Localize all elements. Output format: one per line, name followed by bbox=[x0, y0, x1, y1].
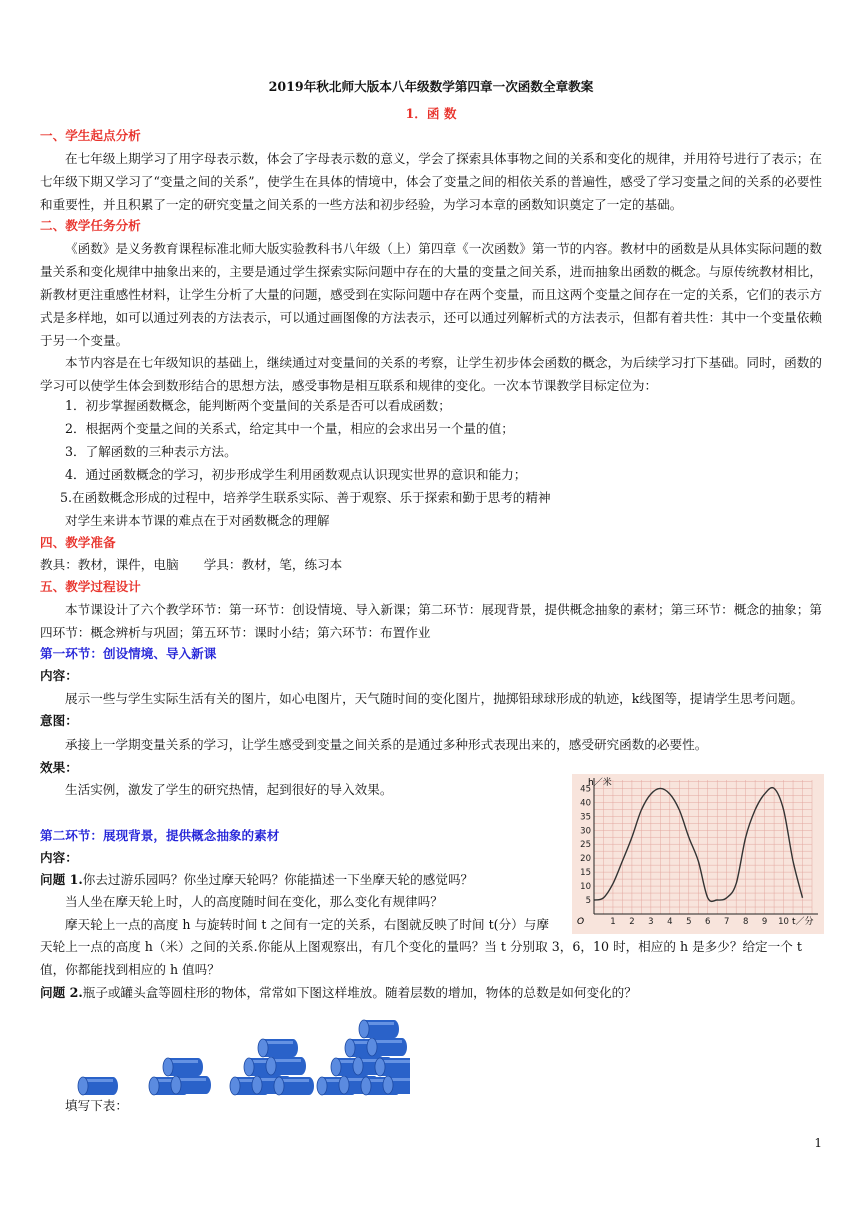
difficulty-text: 对学生来讲本节课的难点在于对函数概念的理解 bbox=[65, 513, 330, 528]
section1-text: 在七年级上期学习了用字母表示数，体会了字母表示数的意义，学会了探索具体事物之间的关系和变化的规律，并用符号进行了表示；在七年级下期又学习了“变量之间的关系”，使学生在具体的情境中，体会了变量之间的相依关系的普遍性，感受了学习变量之间的关系的必要性和重要性，并且积累了一定的研究变量之间关系的一些方法和初步经验，为学习本章的函数知识奠定了一定的基础。 bbox=[40, 151, 822, 212]
question-1-label: 问题 1. bbox=[40, 872, 83, 887]
y-tick-label: 25 bbox=[580, 840, 591, 851]
x-tick-label: 6 bbox=[705, 917, 711, 927]
step1-effect-label: 效果： bbox=[40, 760, 78, 775]
stacked-cylinders-illustration bbox=[70, 1000, 410, 1100]
cylinder bbox=[383, 1076, 410, 1094]
goal-item-1: 1．初步掌握函数概念，能判断两个变量间的关系是否可以看成函数； bbox=[65, 398, 451, 413]
y-tick-label: 5 bbox=[585, 896, 591, 907]
x-tick-label: 7 bbox=[723, 917, 730, 927]
document-page bbox=[40, 0, 822, 1216]
section2-para1: 《函数》是义务教育课程标准北师大版实验教科书八年级（上）第四章《一次函数》第一节的内容。教材中的函数是从具体实际问题的数量关系和变化规律中抽象出来的，主要是通过学生探索实际问题中存在的大量的变量之间关系，进而抽象出函数的概念。与原传统教材相比，新教材更注重感性材料，让学生分析了大量的问题，感受到在实际问题中存在两个变量，而且这两个变量之间存在一定的关系，它们的表示方式是多样地，如可以通过列表的方法表示，可以通过画图像的方法表示，还可以通过列解析式的方法表示，但都有着共性：其中一个变量依赖于另一个变量。 bbox=[40, 241, 822, 348]
question-2-text: 瓶子或罐头盒等圆柱形的物体，常常如下图这样堆放。随着层数的增加，物体的总数是如何变化的？ bbox=[82, 985, 637, 1000]
cylinder bbox=[266, 1057, 306, 1075]
x-tick-label: 1 bbox=[610, 917, 616, 927]
step2-heading: 第二环节：展现背景，提供概念抽象的素材 bbox=[40, 828, 280, 843]
section4-text: 教具：教材，课件，电脑 学具：教材，笔，练习本 bbox=[40, 557, 343, 572]
section1-heading: 一、学生起点分析 bbox=[40, 128, 141, 143]
page-number: 1 bbox=[814, 1136, 822, 1150]
question-1-line5: 值，你都能找到相应的 h 值吗？ bbox=[40, 962, 220, 977]
step1-content-label: 内容： bbox=[40, 668, 78, 683]
step2-content-label: 内容： bbox=[40, 850, 78, 865]
goal-item-4: 4．通过函数概念的学习，初步形成学生利用函数观点认识现实世界的意识和能力； bbox=[65, 467, 527, 482]
y-axis-label: h／米 bbox=[588, 778, 612, 788]
question-1 bbox=[40, 869, 473, 890]
goal-item-3: 3．了解函数的三种表示方法。 bbox=[65, 444, 237, 459]
y-tick-label: 20 bbox=[580, 854, 591, 865]
y-tick-label: 45 bbox=[580, 784, 591, 795]
cylinder bbox=[171, 1076, 211, 1094]
x-tick-label: 10 bbox=[778, 917, 789, 927]
x-tick-label: 4 bbox=[667, 917, 673, 927]
goal-item-5: 5.在函数概念形成的过程中，培养学生联系实际、善于观察、乐于探索和勤于思考的精神 bbox=[60, 490, 551, 505]
step1-intent-label: 意图： bbox=[40, 713, 78, 728]
section5-text: 本节课设计了六个教学环节：第一环节：创设情境、导入新课；第二环节：展现背景，提供概念抽象的素材；第三环节：概念的抽象；第四环节：概念辨析与巩固；第五环节：课时小结；第六环节：布置作业 bbox=[40, 602, 822, 640]
step1-heading: 第一环节：创设情境、导入新课 bbox=[40, 646, 217, 661]
x-tick-label: 9 bbox=[761, 917, 768, 927]
x-tick-label: 3 bbox=[648, 917, 654, 927]
section4-heading: 四、教学准备 bbox=[40, 535, 116, 550]
x-axis-label: t／分 bbox=[792, 917, 814, 927]
goal-item-2: 2．根据两个变量之间的关系式，给定其中一个量，相应的会求出另一个量的值； bbox=[65, 421, 514, 436]
cylinder bbox=[359, 1020, 399, 1038]
section2-para2: 本节内容是在七年级知识的基础上，继续通过对变量间的关系的考察，让学生初步体会函数的概念，为后续学习打下基础。同时，函数的学习可以使学生体会到数形结合的思想方法，感受事物是相互联系和规律的变化。一次本节课教学目标定位为： bbox=[40, 355, 822, 393]
y-tick-label: 35 bbox=[580, 812, 591, 823]
y-tick-label: 30 bbox=[580, 826, 591, 837]
x-tick-label: 5 bbox=[686, 917, 692, 927]
step1-effect: 生活实例，激发了学生的研究热情，起到很好的导入效果。 bbox=[65, 782, 393, 797]
question-1-line4: 天轮上一点的高度 h（米）之间的关系.你能从上图观察出，有几个变化的量吗？当 t 分别取 3，6，10 时，相应的 h 是多少？给定一个 t bbox=[40, 939, 802, 954]
ferris-wheel-height-chart bbox=[572, 774, 824, 934]
cylinder bbox=[375, 1058, 410, 1076]
question-1-line3: 摩天轮上一点的高度 h 与旋转时间 t 之间有一定的关系，右图就反映了时间 t(分）与摩 bbox=[65, 917, 549, 932]
y-tick-label: 40 bbox=[580, 798, 591, 809]
question-2-label: 问题 2. bbox=[40, 985, 83, 1000]
lesson-title: 1．函 数 bbox=[405, 106, 457, 121]
step1-intent: 承接上一学期变量关系的学习，让学生感受到变量之间关系的是通过多种形式表现出来的，感受研究函数的必要性。 bbox=[65, 737, 708, 752]
fill-table-instruction: 填写下表： bbox=[65, 1098, 128, 1113]
question-1-line2: 当人坐在摩天轮上时，人的高度随时间在变化，那么变化有规律吗？ bbox=[65, 894, 443, 909]
document-title: 2019年秋北师大版本八年级数学第四章一次函数全章教案 bbox=[268, 79, 594, 94]
y-tick-label: 15 bbox=[580, 868, 591, 879]
cylinder bbox=[258, 1039, 298, 1057]
section5-heading: 五、教学过程设计 bbox=[40, 579, 141, 594]
x-tick-label: 8 bbox=[742, 917, 749, 927]
y-tick-label: 10 bbox=[580, 882, 591, 893]
cylinder bbox=[367, 1038, 407, 1056]
section2-heading: 二、教学任务分析 bbox=[40, 218, 141, 233]
origin-label: O bbox=[577, 917, 585, 927]
step1-content: 展示一些与学生实际生活有关的图片，如心电图片，天气随时间的变化图片，抛掷铅球球形成的轨迹，k线图等，提请学生思考问题。 bbox=[65, 691, 804, 706]
cylinder bbox=[78, 1077, 118, 1095]
cylinder bbox=[274, 1077, 314, 1095]
question-1-text: 你去过游乐园吗？你坐过摩天轮吗？你能描述一下坐摩天轮的感觉吗？ bbox=[82, 872, 474, 887]
x-tick-label: 2 bbox=[629, 917, 635, 927]
chart-background bbox=[572, 774, 824, 934]
cylinder bbox=[163, 1058, 203, 1076]
